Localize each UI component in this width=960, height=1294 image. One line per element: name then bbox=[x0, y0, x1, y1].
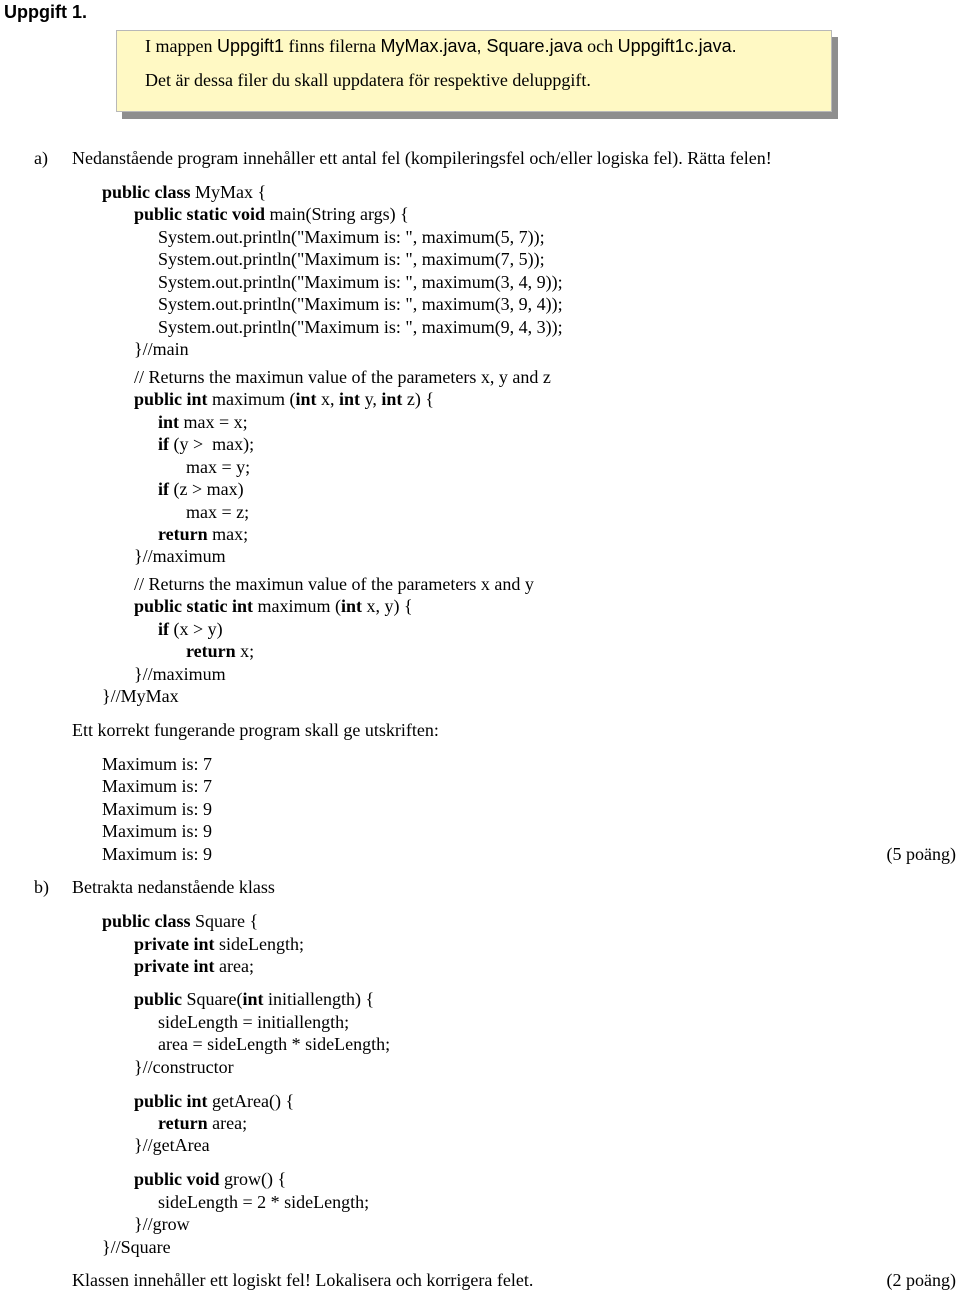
code-line: }//main bbox=[134, 339, 189, 359]
note-file-name: Uppgift1c.java. bbox=[617, 36, 737, 56]
code-line: if (z > max) bbox=[158, 479, 244, 499]
page-heading: Uppgift 1. bbox=[4, 2, 87, 22]
code-comment: // Returns the maximun value of the parameters x and y bbox=[134, 574, 534, 594]
note-text: finns filerna bbox=[284, 36, 381, 56]
code-line: System.out.println("Maximum is: ", maximum(7, 5)); bbox=[158, 249, 545, 269]
code-comment: // Returns the maximun value of the parameters x, y and z bbox=[134, 367, 551, 387]
code-line: return max; bbox=[158, 524, 249, 544]
output-line: Maximum is: 7 bbox=[102, 776, 213, 796]
code-line: max = z; bbox=[186, 502, 250, 522]
code-line: }//maximum bbox=[134, 546, 226, 566]
part-a-output-intro: Ett korrekt fungerande program skall ge utskriften: bbox=[72, 720, 439, 740]
code-line: public static int maximum (int x, y) { bbox=[134, 596, 413, 616]
note-file-names: MyMax.java, Square.java bbox=[380, 36, 583, 56]
code-line: public int maximum (int x, int y, int z) { bbox=[134, 389, 435, 409]
code-line: public int getArea() { bbox=[134, 1091, 295, 1111]
code-line: return x; bbox=[186, 641, 255, 661]
code-line: System.out.println("Maximum is: ", maximum(9, 4, 3)); bbox=[158, 317, 563, 337]
code-line: public class Square { bbox=[102, 911, 259, 931]
code-line: }//constructor bbox=[134, 1057, 234, 1077]
code-line: max = y; bbox=[186, 457, 251, 477]
output-line: Maximum is: 9 bbox=[102, 799, 213, 819]
part-b-footer: Klassen innehåller ett logiskt fel! Lokalisera och korrigera felet. bbox=[72, 1270, 534, 1290]
code-line: }//Square bbox=[102, 1237, 171, 1257]
part-a-label: a) bbox=[34, 148, 48, 168]
code-line: sideLength = initiallength; bbox=[158, 1012, 350, 1032]
code-line: sideLength = 2 * sideLength; bbox=[158, 1192, 370, 1212]
code-line: if (x > y) bbox=[158, 619, 223, 639]
code-line: area = sideLength * sideLength; bbox=[158, 1034, 391, 1054]
note-line-2: Det är dessa filer du skall uppdatera för respektive deluppgift. bbox=[145, 70, 591, 90]
code-line: System.out.println("Maximum is: ", maximum(3, 4, 9)); bbox=[158, 272, 563, 292]
note-folder-name: Uppgift1 bbox=[216, 36, 285, 56]
code-line: public Square(int initiallength) { bbox=[134, 989, 375, 1009]
code-line: System.out.println("Maximum is: ", maximum(3, 9, 4)); bbox=[158, 294, 563, 314]
code-line: public class MyMax { bbox=[102, 182, 267, 202]
code-line: private int area; bbox=[134, 956, 254, 976]
code-line: return area; bbox=[158, 1113, 248, 1133]
code-line: if (y > max); bbox=[158, 434, 255, 454]
output-line: Maximum is: 9 bbox=[102, 821, 213, 841]
part-b-intro: Betrakta nedanstående klass bbox=[72, 877, 275, 897]
part-b-label: b) bbox=[34, 877, 49, 897]
code-line: }//MyMax bbox=[102, 686, 179, 706]
note-text: I mappen bbox=[145, 36, 217, 56]
code-line: public void grow() { bbox=[134, 1169, 287, 1189]
part-a-points: (5 poäng) bbox=[886, 844, 956, 864]
code-line: private int sideLength; bbox=[134, 934, 304, 954]
code-line: public static void main(String args) { bbox=[134, 204, 409, 224]
code-line: int max = x; bbox=[158, 412, 248, 432]
part-a-intro: Nedanstående program innehåller ett antal fel (kompileringsfel och/eller logiska fel). Rätta felen! bbox=[72, 148, 772, 168]
note-text: och bbox=[582, 36, 618, 56]
output-line: Maximum is: 7 bbox=[102, 754, 213, 774]
output-line: Maximum is: 9 bbox=[102, 844, 213, 864]
code-line: System.out.println("Maximum is: ", maximum(5, 7)); bbox=[158, 227, 545, 247]
code-line: }//maximum bbox=[134, 664, 226, 684]
code-line: }//grow bbox=[134, 1214, 190, 1234]
part-b-points: (2 poäng) bbox=[886, 1270, 956, 1290]
note-line-1 bbox=[145, 35, 737, 57]
code-line: }//getArea bbox=[134, 1135, 210, 1155]
